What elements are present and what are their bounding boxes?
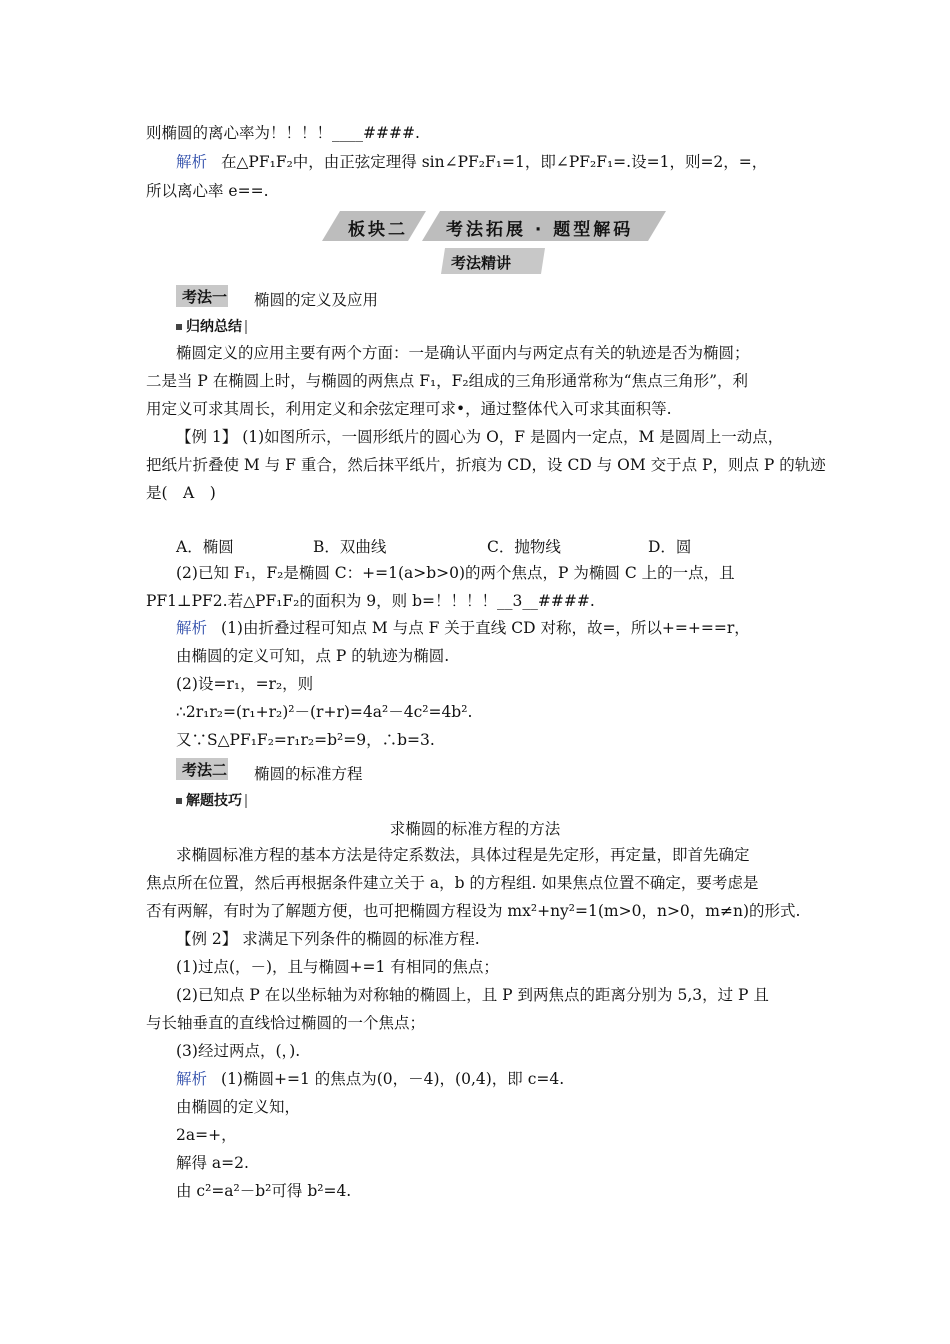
example-line: (2)已知点 P 在以坐标轴为对称轴的椭圆上，且 P 到两焦点的距离分别为 5,3，过 P 且 xyxy=(176,986,769,1004)
example-line: 与长轴垂直的直线恰过椭圆的一个焦点； xyxy=(146,1014,426,1032)
example-line: (2)已知 F₁，F₂是椭圆 C：+=1(a>b>0)的两个焦点，P 为椭圆 C 上的一点，且 xyxy=(176,564,735,582)
solution-line: 由椭圆的定义可知，点 P 的轨迹为椭圆. xyxy=(176,647,450,665)
method-title: 求椭圆的标准方程的方法 xyxy=(389,820,561,838)
text-line: 则椭圆的离心率为！！！！____####. xyxy=(146,124,420,142)
tag-text: 归纳总结 xyxy=(186,319,242,335)
solution-line: 由椭圆的定义知， xyxy=(176,1098,301,1116)
tag-summary xyxy=(176,316,247,336)
tag-technique xyxy=(176,790,247,810)
solution-line: 由 c²=a²－b²可得 b²=4. xyxy=(176,1182,352,1200)
kaofa-label xyxy=(176,758,228,780)
tag-text: 解题技巧 xyxy=(186,793,242,809)
solution-label: 解析 xyxy=(176,619,208,637)
example-line: 把纸片折叠使 M 与 F 重合，然后抹平纸片，折痕为 CD，设 CD 与 OM 交于点 P，则点 P 的轨迹 xyxy=(146,456,826,474)
square-icon xyxy=(176,324,182,330)
text-line: 所以离心率 e==. xyxy=(146,182,269,200)
choice-d: D．圆 xyxy=(648,538,692,556)
choice-c: C．抛物线 xyxy=(487,538,561,556)
kaofa-title: 椭圆的标准方程 xyxy=(254,765,363,783)
paragraph-line: 否有两解，有时为了解题方便，也可把椭圆方程设为 mx²+ny²=1(m>0，n>0，m≠n)的形式. xyxy=(146,902,801,920)
paragraph-line: 焦点所在位置，然后再根据条件建立关于 a，b 的方程组. 如果焦点位置不确定，要考虑是 xyxy=(146,874,759,892)
bar-icon xyxy=(245,320,247,334)
subsection-banner xyxy=(441,248,545,274)
example-line: (1)过点(，－)，且与椭圆+=1 有相同的焦点； xyxy=(176,958,499,976)
solution-line: ∴2r₁r₂=(r₁+r₂)²－(r+r)=4a²－4c²=4b². xyxy=(176,703,473,721)
kaofa-label-text: 考法二 xyxy=(182,761,228,779)
paragraph-line: 用定义可求其周长，利用定义和余弦定理可求•，通过整体代入可求其面积等. xyxy=(146,400,672,418)
solution-line xyxy=(176,1069,564,1089)
solution-line xyxy=(176,618,750,638)
solution-text: 在△PF₁F₂中，由正弦定理得 sin∠PF₂F₁=1，即∠PF₂F₁=.设=1，则=2，=， xyxy=(221,153,768,171)
bar-icon xyxy=(245,794,247,808)
solution-line: 又∵S△PF₁F₂=r₁r₂=b²=9，∴b=3. xyxy=(176,731,435,749)
example-line: (3)经过两点，(，). xyxy=(176,1042,301,1060)
banner-right: 考法拓展 · 题型解码 xyxy=(446,220,634,240)
example-line: PF1⊥PF2.若△PF₁F₂的面积为 9，则 b=！！！！__3__####. xyxy=(146,592,595,610)
paragraph-line: 二是当 P 在椭圆上时，与椭圆的两焦点 F₁，F₂组成的三角形通常称为“焦点三角形”，利 xyxy=(146,372,748,390)
solution-label: 解析 xyxy=(176,1070,208,1088)
solution-line: 2a=+， xyxy=(176,1126,237,1144)
square-icon xyxy=(176,798,182,804)
paragraph-line: 椭圆定义的应用主要有两个方面：一是确认平面内与两定点有关的轨迹是否为椭圆； xyxy=(176,344,750,362)
section-banner xyxy=(322,211,666,241)
kaofa-label xyxy=(176,285,228,307)
solution-label: 解析 xyxy=(176,153,208,171)
choice-b: B．双曲线 xyxy=(313,538,387,556)
solution-text: (1)由折叠过程可知点 M 与点 F 关于直线 CD 对称，故=，所以+=+==r， xyxy=(221,619,750,637)
solution-line: 解得 a=2. xyxy=(176,1154,249,1172)
choice-a: A．椭圆 xyxy=(176,538,234,556)
subbanner-text: 考法精讲 xyxy=(451,254,512,272)
solution-line: (2)设=r₁，=r₂，则 xyxy=(176,675,314,693)
example-line: 【例 2】 求满足下列条件的椭圆的标准方程. xyxy=(176,930,480,948)
solution-line xyxy=(176,152,767,172)
kaofa-label-text: 考法一 xyxy=(182,288,228,306)
solution-text: (1)椭圆+=1 的焦点为(0，－4)，(0,4)，即 c=4. xyxy=(221,1070,565,1088)
banner-left: 板块二 xyxy=(348,220,408,240)
example-line: 是( A ) xyxy=(146,484,216,502)
paragraph-line: 求椭圆标准方程的基本方法是待定系数法，具体过程是先定形，再定量，即首先确定 xyxy=(176,846,750,864)
example-line: 【例 1】 (1)如图所示，一圆形纸片的圆心为 O，F 是圆内一定点，M 是圆周上一动点， xyxy=(176,428,784,446)
kaofa-title: 椭圆的定义及应用 xyxy=(254,291,379,309)
